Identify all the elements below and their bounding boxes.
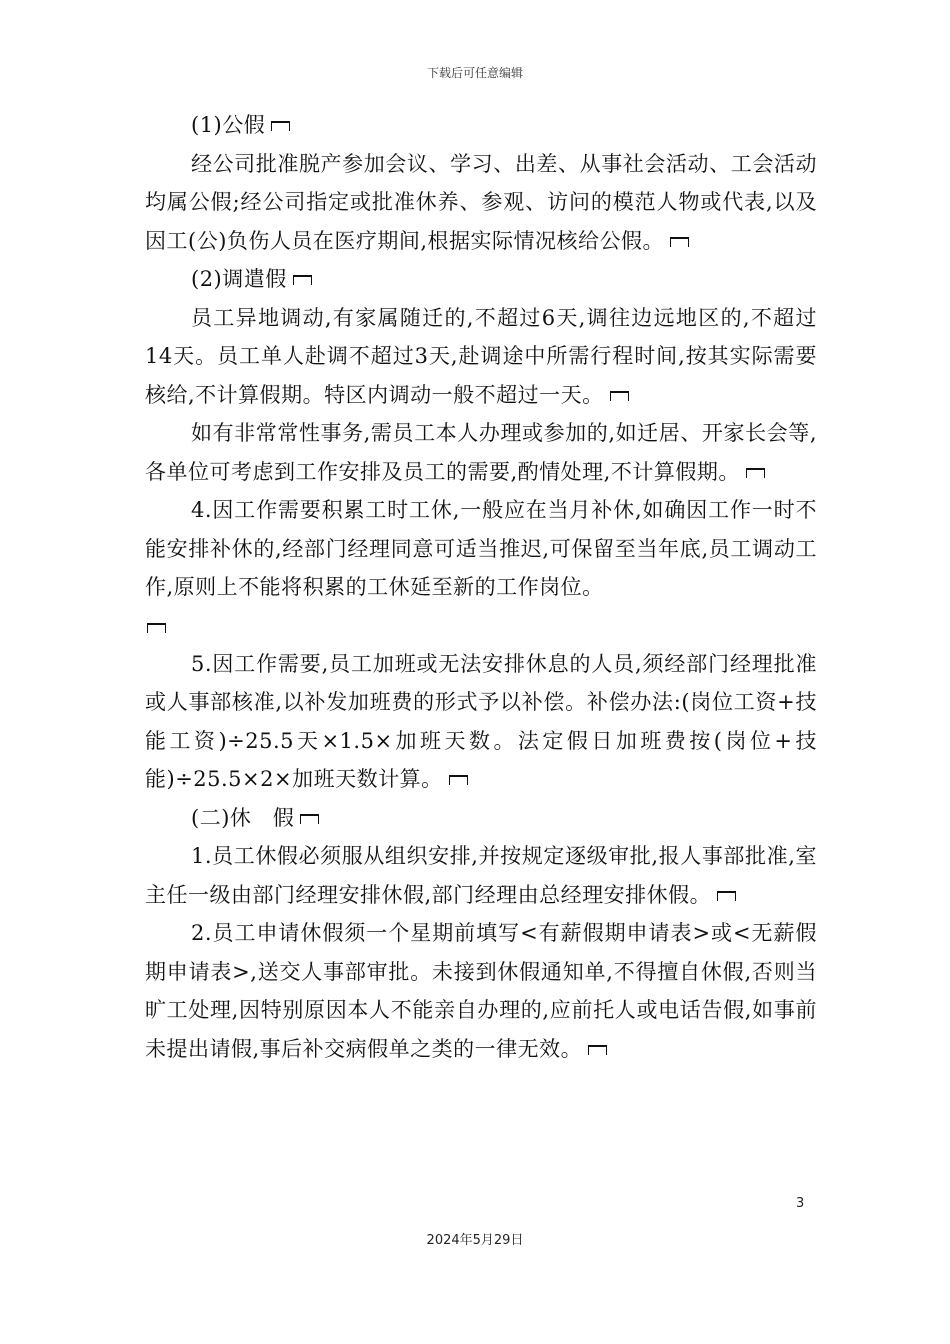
- paragraph: [145, 414, 817, 491]
- paragraph: [145, 645, 817, 799]
- paragraph-mark-icon: [746, 468, 765, 478]
- paragraph-mark-icon: [670, 237, 689, 247]
- paragraph: [145, 106, 817, 145]
- paragraph: [145, 914, 817, 1068]
- paragraph-mark-icon: [717, 891, 736, 901]
- paragraph: [145, 260, 817, 299]
- paragraph-text: (二)休 假: [191, 805, 295, 830]
- paragraph-mark-icon: [147, 623, 166, 633]
- paragraph-mark-icon: [293, 275, 312, 285]
- paragraph-mark-icon: [588, 1045, 607, 1055]
- paragraph-text: 员工异地调动,有家属随迁的,不超过6天,调往边远地区的,不超过14天。员工单人赴调不超过3天,赴调途中所需行程时间,按其实际需要核给,不计算假期。特区内调动一般不超过一天。: [145, 305, 817, 407]
- paragraph-mark-icon: [271, 121, 290, 131]
- paragraph: [145, 491, 817, 607]
- paragraph-mark-line: [145, 607, 817, 645]
- paragraph-text: (1)公假: [191, 113, 266, 137]
- paragraph-mark-icon: [300, 814, 319, 824]
- page-footer-date: 2024年5月29日: [426, 1233, 524, 1248]
- paragraph-text: 5.因工作需要,员工加班或无法安排休息的人员,须经部门经理批准或人事部核准,以补发加班费的形式予以补偿。补偿办法:(岗位工资+技能工资)÷25.5天×1.5×加班天数。法定假日加班费按(岗位+技能)÷25.5×2×加班天数计算。: [145, 651, 817, 791]
- paragraph-text: 如有非常常性事务,需员工本人办理或参加的,如迁居、开家长会等,各单位可考虑到工作安排及员工的需要,酌情处理,不计算假期。: [145, 421, 817, 484]
- paragraph-text: 2.员工申请休假须一个星期前填写<有薪假期申请表>或<无薪假期申请表>,送交人事部审批。未接到休假通知单,不得擅自休假,否则当旷工处理,因特别原因本人不能亲自办理的,应前托人或电话告假,如事前未提出请假,事后补交病假单之类的一律无效。: [145, 921, 817, 1061]
- paragraph: [145, 799, 817, 838]
- page-header: 下载后可任意编辑: [426, 66, 523, 80]
- paragraph-mark-icon: [449, 775, 468, 785]
- paragraph-mark-icon: [610, 391, 629, 401]
- page-number: 3: [796, 1196, 805, 1211]
- paragraph: [145, 837, 817, 914]
- paragraph-text: 经公司批准脱产参加会议、学习、出差、从事社会活动、工会活动均属公假;经公司指定或批准休养、参观、访问的模范人物或代表,以及因工(公)负伤人员在医疗期间,根据实际情况核给公假。: [145, 151, 817, 253]
- paragraph-text: 4.因工作需要积累工时工休,一般应在当月补休,如确因工作一时不能安排补休的,经部门经理同意可适当推迟,可保留至当年底,员工调动工作,原则上不能将积累的工休延至新的工作岗位。: [145, 498, 817, 599]
- paragraph-text: 1.员工休假必须服从组织安排,并按规定逐级审批,报人事部批准,室主任一级由部门经理安排休假,部门经理由总经理安排休假。: [145, 844, 817, 907]
- paragraph-text: (2)调遣假: [191, 267, 287, 291]
- paragraph: [145, 145, 817, 261]
- document-body: [145, 106, 817, 1068]
- paragraph: [145, 299, 817, 415]
